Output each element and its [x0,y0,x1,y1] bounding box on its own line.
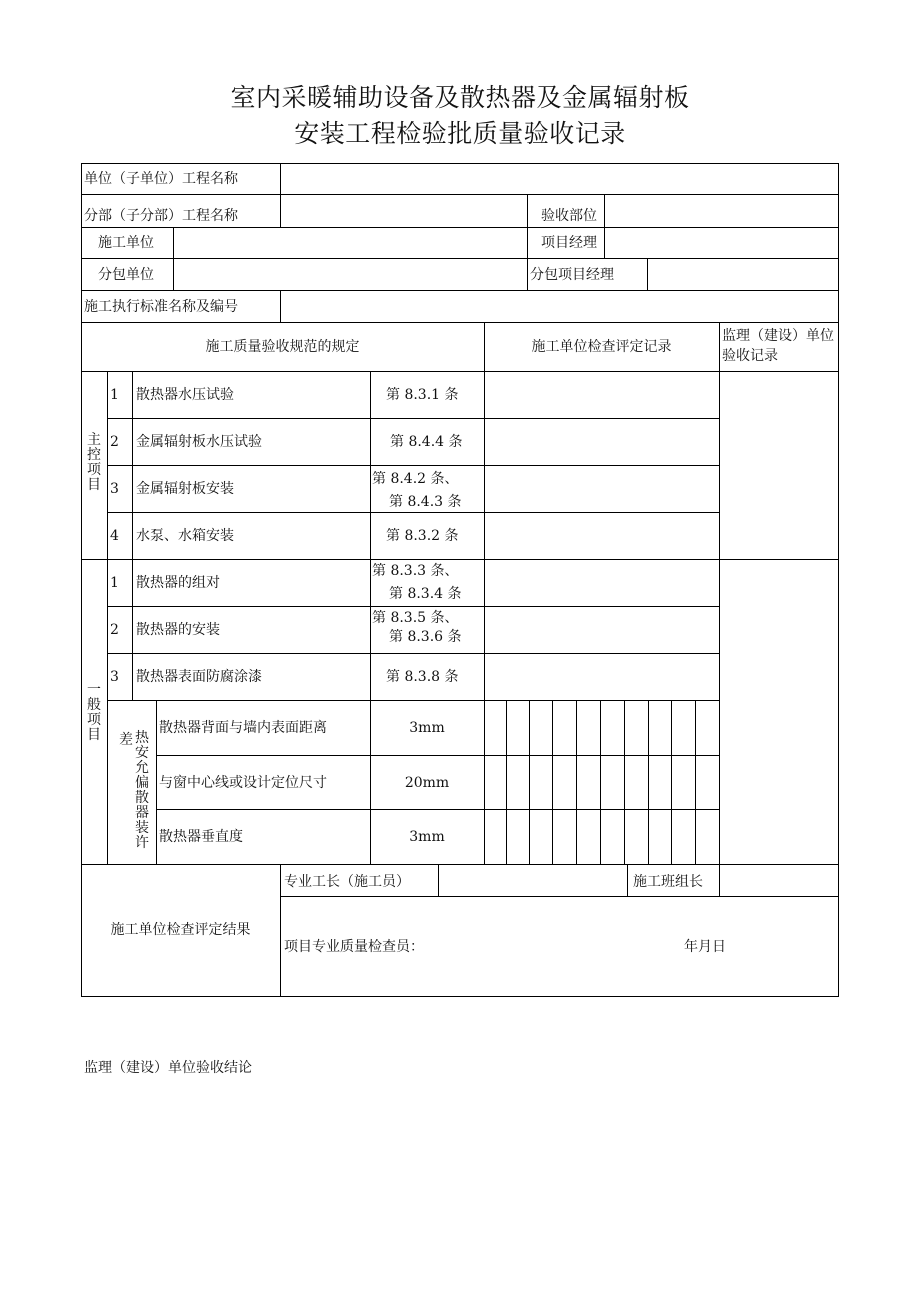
subcontract-manager-label: 分包项目经理 [530,267,614,283]
project-manager-label: 项目经理 [541,235,597,251]
deviation-item-name: 与窗中心线或设计定位尺寸 [159,775,327,791]
team-leader-label: 施工班组长 [633,874,703,890]
general-item-no: 3 [110,669,119,685]
deviation-item-value: 3mm [409,829,445,845]
construction-record-header: 施工单位检查评定记录 [531,339,672,355]
inspector-label: 项目专业质量检查员： [284,939,424,955]
general-item-name: 散热器的安装 [136,622,220,638]
construction-unit-label: 施工单位 [98,235,154,251]
page-subtitle: 安装工程检验批质量验收记录 [294,119,626,148]
main-item-no: 1 [110,387,119,403]
main-item-clause: 第 8.3.1 条 [386,387,459,403]
supervision-record-header: 监理（建设）单位验收记录 [722,328,834,364]
general-item-clause: 第 8.3.4 条 [389,586,462,602]
page-title: 室内采暖辅助设备及散热器及金属辐射板 [230,83,690,112]
date-label: 年月日 [684,939,726,955]
general-item-clause: 第 8.3.6 条 [389,629,462,645]
deviation-item-name: 散热器背面与墙内表面距离 [159,720,327,736]
result-label: 施工单位检查评定结果 [110,922,251,938]
general-item-clause: 第 8.3.5 条、 [372,610,459,626]
deviation-item-value: 3mm [409,720,445,736]
main-item-name: 水泵、水箱安装 [136,528,234,544]
main-item-clause: 第 8.3.2 条 [386,528,459,544]
main-item-clause: 第 8.4.3 条 [389,494,462,510]
acceptance-part-label: 验收部位 [541,208,597,224]
main-item-name: 金属辐射板安装 [136,481,234,497]
general-item-name: 散热器的组对 [136,575,220,591]
spec-column-header: 施工质量验收规范的规定 [205,339,360,355]
sub-project-label: 分部（子分部）工程名称 [84,208,238,224]
general-item-no: 1 [110,575,119,591]
main-item-no: 3 [110,481,119,497]
deviation-item-value: 20mm [404,775,450,791]
supervision-conclusion-label: 监理（建设）单位验收结论 [84,1060,252,1076]
deviation-head: 差 [119,732,133,748]
main-control-label: 主控项目 [87,432,101,493]
unit-project-label: 单位（子单位）工程名称 [84,171,238,187]
general-label: 一般项目 [87,682,101,743]
main-item-no: 2 [110,434,119,450]
general-item-clause: 第 8.3.3 条、 [372,563,459,579]
main-item-no: 4 [110,528,119,544]
main-item-clause: 第 8.4.4 条 [390,434,463,450]
main-item-name: 散热器水压试验 [136,387,234,403]
general-item-name: 散热器表面防腐涂漆 [136,669,262,685]
standard-label: 施工执行标准名称及编号 [84,299,238,315]
subcontract-unit-label: 分包单位 [98,267,154,283]
general-item-no: 2 [110,622,119,638]
general-item-clause: 第 8.3.8 条 [386,669,459,685]
foreman-label: 专业工长（施工员） [284,874,410,890]
main-item-clause: 第 8.4.2 条、 [372,471,459,487]
main-item-name: 金属辐射板水压试验 [136,434,262,450]
deviation-label: 热安允偏散器装许 [135,730,149,851]
deviation-item-name: 散热器垂直度 [159,829,243,845]
